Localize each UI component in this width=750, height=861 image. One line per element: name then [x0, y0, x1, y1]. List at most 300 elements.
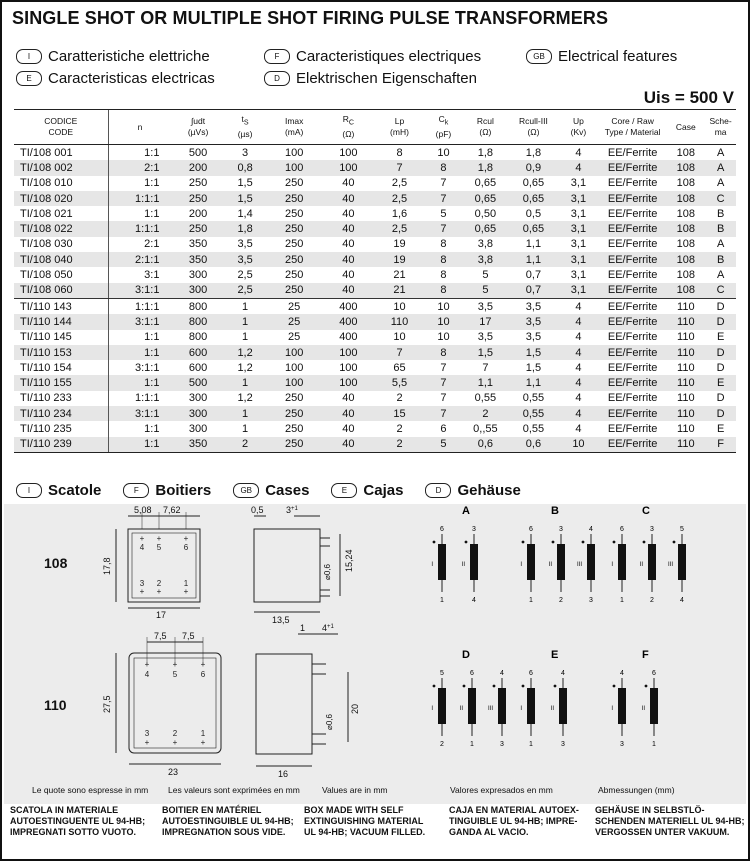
table-row [14, 267, 736, 282]
table-cell: 250 [266, 406, 323, 421]
table-cell: C [705, 283, 736, 299]
table-cell: TI/110 153 [14, 345, 108, 360]
table-cell: 4 [575, 361, 582, 374]
cases-de [425, 482, 520, 499]
winding-roman: II [641, 706, 645, 712]
lang-de-electrical [264, 70, 477, 87]
table-cell: 1 [242, 331, 249, 344]
table-row [14, 237, 736, 252]
table-cell: 350 [171, 252, 224, 267]
table-cell: 250 [285, 269, 304, 282]
pin-label: 1 [200, 729, 206, 738]
table-cell: EE/Ferrite [599, 191, 666, 206]
table-cell: 1:1 [108, 176, 171, 191]
table-cell: 350 [188, 238, 208, 251]
table-cell: EE/Ferrite [599, 221, 666, 236]
table-row [14, 360, 736, 375]
dim-label: 1 [300, 623, 306, 633]
dim-label: $3^{+1}$ [286, 505, 298, 515]
pin-mark: + [139, 534, 145, 543]
table-cell: B [716, 207, 725, 220]
header-case: Case [666, 110, 705, 145]
table-cell: 1,8 [477, 146, 494, 159]
table-cell: 0,6 [509, 437, 558, 453]
table-cell: 110 [666, 406, 705, 421]
table-cell: 1:1:1 [108, 221, 171, 236]
dim-label: 7,62 [163, 505, 181, 515]
table-cell: TI/108 050 [20, 269, 73, 282]
table-cell: 250 [266, 283, 323, 299]
winding-roman: I [520, 706, 522, 712]
table-cell: EE/Ferrite [607, 269, 658, 282]
pin-label: 3 [139, 579, 145, 588]
table-cell: 2 [225, 437, 266, 453]
header-ck: $C_k$ (pF) [425, 110, 462, 145]
table-cell: 3,1 [558, 221, 599, 236]
table-cell: 1,1 [525, 238, 542, 251]
table-cell: TI/108 040 [14, 252, 108, 267]
winding-roman: III [487, 706, 493, 712]
header-up: Up (Kv) [558, 110, 599, 145]
table-cell: EE/Ferrite [607, 331, 658, 344]
table-cell: TI/108 022 [14, 221, 108, 236]
cases-gb [233, 482, 309, 499]
table-cell: 6 [440, 422, 447, 435]
table-cell: 0,65 [509, 191, 558, 206]
scheme-letter: A [462, 505, 470, 517]
table-cell: 40 [323, 283, 374, 299]
dim-label: 5,08 [134, 505, 152, 515]
table-cell: 7 [425, 375, 462, 390]
table-cell: 7 [440, 392, 447, 405]
table-cell: 3,5 [477, 331, 494, 344]
lang-label: Cases [265, 482, 310, 499]
dim-label: $4^{+1}$ [322, 623, 334, 633]
winding-top-pin: 3 [472, 526, 476, 533]
table-cell: 110 [677, 331, 695, 344]
dim-label: 17,8 [102, 557, 112, 575]
table-cell: 100 [339, 146, 358, 159]
table-cell: 1,5 [509, 345, 558, 360]
table-cell: 0,65 [522, 177, 545, 190]
table-cell: 21 [374, 283, 425, 299]
table-cell: D [716, 300, 725, 313]
lang-badge: E [331, 483, 357, 498]
pin-mark: + [139, 587, 145, 596]
dim-label: 7,5 [154, 631, 167, 641]
table-cell: 1:1 [108, 206, 171, 221]
table-cell: 300 [171, 406, 224, 421]
lang-label: Elektrischen Eigenschaften [296, 70, 477, 87]
table-cell: 250 [285, 238, 304, 251]
table-cell: 40 [323, 406, 374, 421]
winding-roman: II [459, 706, 463, 712]
table-cell: D [705, 314, 736, 329]
table-cell: 1,8 [225, 221, 266, 236]
table-cell: 0,6 [462, 437, 509, 453]
table-cell: 4 [575, 300, 582, 313]
lang-badge: D [425, 483, 451, 498]
table-cell: 108 [676, 177, 695, 190]
winding-roman: I [611, 562, 613, 568]
table-cell: 3,5 [477, 300, 494, 313]
polarity-dot [613, 685, 616, 688]
cases-it [16, 482, 101, 499]
table-cell: TI/110 233 [20, 392, 72, 405]
table-cell: D [716, 392, 725, 405]
polarity-dot [433, 685, 436, 688]
table-cell: 110 [677, 422, 695, 435]
table-cell: 3 [242, 146, 249, 159]
pin-mark: + [200, 660, 206, 669]
pin-mark: + [172, 738, 178, 747]
header-rcul2: Rcull-III (Ω) [509, 110, 558, 145]
winding-bottom-pin: 3 [561, 741, 565, 748]
table-cell: 2:1 [108, 160, 171, 175]
polarity-dot [493, 685, 496, 688]
dim-label: 15,24 [344, 549, 354, 572]
polarity-dot [463, 685, 466, 688]
table-cell: 7 [440, 361, 447, 374]
table-cell: 250 [171, 191, 224, 206]
table-cell: 110 [677, 361, 695, 374]
table-cell: 7 [374, 345, 425, 360]
table-cell: 2,5 [374, 221, 425, 236]
table-cell: 0,9 [509, 160, 558, 175]
pin-mark: + [200, 738, 206, 747]
winding-top-pin: 3 [650, 526, 654, 533]
table-cell: 1 [225, 375, 266, 390]
table-cell: 1:1 [108, 145, 171, 161]
table-cell: 800 [171, 314, 224, 329]
table-cell: 250 [285, 177, 304, 190]
table-cell: 2,5 [225, 283, 266, 299]
table-cell: D [716, 361, 725, 374]
winding-top-pin: 4 [589, 526, 593, 533]
table-cell: 25 [288, 300, 301, 313]
drawings-area [4, 504, 746, 804]
table-row [14, 421, 736, 436]
table-cell: 108 [666, 221, 705, 236]
table-cell: E [716, 422, 725, 435]
table-cell: A [705, 160, 736, 175]
table-cell: 3,8 [462, 252, 509, 267]
table-cell: 3,5 [525, 331, 542, 344]
table-row [14, 375, 736, 390]
lang-label: Caracteristiques electriques [296, 48, 482, 65]
pin-label: 4 [144, 670, 150, 679]
table-cell: 0,7 [509, 283, 558, 299]
pin-label: 2 [156, 579, 162, 588]
table-cell: 400 [339, 300, 358, 313]
table-cell: 350 [171, 437, 224, 453]
table-cell: 3,8 [477, 238, 494, 251]
table-row [14, 437, 736, 453]
table-cell: TI/110 239 [14, 437, 108, 453]
table-cell: 600 [171, 345, 224, 360]
lang-badge: F [123, 483, 149, 498]
table-cell: 4 [575, 331, 582, 344]
polarity-dot [673, 541, 676, 544]
scheme-letter: C [642, 505, 650, 517]
lang-label: Cajas [363, 482, 404, 499]
table-cell: TI/108 010 [20, 177, 73, 190]
table-cell: 8 [396, 146, 403, 159]
case108-label: 108 [44, 555, 68, 571]
table-cell: 10 [393, 331, 406, 344]
table-cell: 1,2 [237, 361, 253, 374]
table-cell: 100 [266, 375, 323, 390]
table-cell: 110 [677, 300, 695, 313]
table-cell: 4 [575, 392, 582, 405]
pin-label: 5 [172, 670, 178, 679]
table-cell: 5,5 [374, 375, 425, 390]
table-cell: 108 [676, 269, 695, 282]
units-note-es: Valores expresados en mm [450, 785, 553, 795]
table-cell: 300 [188, 269, 208, 282]
table-cell: A [716, 177, 725, 190]
lang-label: Gehäuse [457, 482, 521, 499]
table-cell: 10 [425, 314, 462, 329]
winding-coil [559, 688, 567, 724]
table-cell: 2 [374, 437, 425, 453]
table-cell: TI/110 154 [20, 361, 72, 374]
header-schema: Sche- ma [705, 110, 736, 145]
table-cell: 4 [558, 375, 599, 390]
table-cell: TI/108 021 [20, 207, 73, 220]
table-cell: 800 [188, 300, 208, 313]
table-cell: 200 [171, 160, 224, 175]
table-cell: 4 [575, 422, 582, 435]
table-cell: 1,5 [525, 361, 542, 374]
table-cell: 1:1:1 [108, 191, 171, 206]
table-cell: 0,55 [522, 392, 545, 405]
table-cell: 1,1 [462, 375, 509, 390]
table-cell: 40 [323, 221, 374, 236]
table-cell: 1:1:1 [108, 298, 171, 314]
winding-roman: I [520, 562, 522, 568]
winding-coil [438, 544, 446, 580]
winding-coil [650, 688, 658, 724]
winding-coil [648, 544, 656, 580]
table-cell: 3,5 [525, 300, 542, 313]
table-cell: 10 [437, 146, 450, 159]
table-cell: 250 [266, 437, 323, 453]
table-cell: 3,5 [237, 238, 253, 251]
table-cell: 0,55 [509, 406, 558, 421]
table-cell: B [705, 221, 736, 236]
header-n: n [108, 110, 171, 145]
table-cell: EE/Ferrite [599, 345, 666, 360]
winding-top-pin: 6 [620, 526, 624, 533]
table-row [14, 221, 736, 236]
table-cell: EE/Ferrite [599, 160, 666, 175]
pin-label: 1 [183, 579, 189, 588]
spec-table-body [14, 145, 736, 453]
table-cell: 5 [425, 437, 462, 453]
table-cell: 8 [425, 283, 462, 299]
lang-it-electrical [16, 48, 210, 65]
winding-coil [678, 544, 686, 580]
table-cell: 10 [437, 331, 450, 344]
table-cell: 2,5 [237, 269, 253, 282]
winding-roman: I [611, 706, 613, 712]
table-cell: 7 [482, 361, 489, 374]
table-cell: 3:1:1 [108, 283, 171, 299]
table-cell: 400 [339, 331, 358, 344]
table-cell: 0,65 [509, 221, 558, 236]
polarity-dot [643, 541, 646, 544]
winding-top-pin: 5 [680, 526, 684, 533]
table-cell: 100 [339, 361, 358, 374]
table-cell: 8 [425, 345, 462, 360]
table-cell: TI/110 145 [20, 331, 72, 344]
table-cell: EE/Ferrite [607, 422, 658, 435]
table-row [14, 160, 736, 175]
lang-fr-electrical [264, 48, 481, 65]
case110-side [256, 654, 312, 754]
polarity-dot [433, 541, 436, 544]
table-cell: E [705, 375, 736, 390]
table-cell: D [705, 406, 736, 421]
table-cell: 3,5 [225, 252, 266, 267]
pin-label: 6 [200, 670, 206, 679]
lang-badge: F [264, 49, 290, 64]
table-cell: 100 [323, 345, 374, 360]
table-cell: A [716, 146, 725, 159]
winding-top-pin: 4 [500, 670, 504, 677]
table-cell: 40 [342, 238, 355, 251]
lang-es-electrical [16, 70, 215, 87]
scheme-letter: F [642, 649, 649, 661]
winding-bottom-pin: 4 [472, 597, 476, 604]
table-cell: 4 [558, 345, 599, 360]
table-cell: 250 [266, 221, 323, 236]
table-row [14, 345, 736, 360]
table-cell: 1,8 [525, 146, 542, 159]
table-cell: 1:1 [108, 330, 171, 345]
table-cell: 110 [666, 345, 705, 360]
cases-es [331, 482, 403, 499]
table-cell: 40 [342, 422, 355, 435]
units-note-it: Le quote sono espresse in mm [32, 785, 149, 795]
table-cell: 2 [396, 392, 403, 405]
table-cell: A [716, 238, 725, 251]
winding-coil [618, 544, 626, 580]
table-cell: 4 [575, 146, 582, 159]
header-fudt: ∫udt (µVs) [171, 110, 224, 145]
table-cell: 1,8 [462, 160, 509, 175]
lang-label: Scatole [48, 482, 102, 499]
pin-mark: + [144, 738, 150, 747]
table-cell: EE/Ferrite [607, 177, 658, 190]
table-cell: 250 [188, 177, 208, 190]
table-cell: 15 [374, 406, 425, 421]
winding-bottom-pin: 4 [680, 597, 684, 604]
table-cell: D [705, 345, 736, 360]
table-cell: 40 [342, 177, 355, 190]
lang-badge: I [16, 49, 42, 64]
table-cell: 3,1 [558, 283, 599, 299]
header-ts: $t_S$ (µs) [225, 110, 266, 145]
winding-bottom-pin: 3 [500, 741, 504, 748]
winding-coil [527, 544, 535, 580]
table-cell: EE/Ferrite [607, 361, 658, 374]
winding-coil [470, 544, 478, 580]
table-cell: 2:1:1 [108, 252, 171, 267]
table-cell: C [705, 191, 736, 206]
table-cell: 3,1 [558, 191, 599, 206]
winding-roman: II [548, 562, 552, 568]
table-cell: 250 [285, 207, 304, 220]
winding-bottom-pin: 1 [529, 597, 533, 604]
table-cell: EE/Ferrite [599, 252, 666, 267]
winding-top-pin: 6 [529, 526, 533, 533]
table-cell: 0,65 [474, 177, 497, 190]
pin-label: 2 [172, 729, 178, 738]
header-lp: Lp (mH) [374, 110, 425, 145]
table-row [14, 252, 736, 267]
table-cell: 200 [188, 207, 208, 220]
winding-top-pin: 4 [561, 670, 565, 677]
header-rc: $R_C$ (Ω) [323, 110, 374, 145]
table-cell: 21 [393, 269, 406, 282]
spec-table [14, 109, 736, 453]
lang-label: Caratteristiche elettriche [48, 48, 210, 65]
winding-coil [587, 544, 595, 580]
winding-coil [498, 688, 506, 724]
footer-note-fr: BOITIER EN MATÉRIEL AUTOESTINGUIBLE UL 94-HB; IMPREGNATION SOUS VIDE. [162, 805, 294, 837]
footer-note-gb: BOX MADE WITH SELF EXTINGUISHING MATERIAL UL 94-HB; VACUUM FILLED. [304, 805, 426, 837]
table-cell: TI/108 020 [14, 191, 108, 206]
table-cell: 4 [558, 406, 599, 421]
table-cell: TI/110 155 [14, 375, 108, 390]
table-cell: 100 [266, 160, 323, 175]
table-cell: 2 [396, 422, 403, 435]
lang-badge: I [16, 483, 42, 498]
table-row [14, 406, 736, 421]
dim-label: 23 [168, 767, 179, 777]
polarity-dot [645, 685, 648, 688]
table-cell: 3,1 [570, 269, 587, 282]
dim-label: 7,5 [182, 631, 195, 641]
winding-top-pin: 6 [529, 670, 533, 677]
table-cell: 100 [266, 345, 323, 360]
winding-coil [438, 688, 446, 724]
lang-badge: E [16, 71, 42, 86]
winding-bottom-pin: 1 [470, 741, 474, 748]
table-cell: 3:1:1 [108, 314, 171, 329]
table-cell: EE/Ferrite [599, 375, 666, 390]
lang-label: Electrical features [558, 48, 678, 65]
table-row [14, 298, 736, 314]
winding-roman: III [667, 562, 673, 568]
table-cell: 1:1 [108, 375, 171, 390]
table-cell: 1:1 [108, 437, 171, 453]
table-cell: 108 [666, 160, 705, 175]
winding-coil [618, 688, 626, 724]
table-cell: 1,2 [225, 345, 266, 360]
lang-gb-electrical [526, 48, 677, 65]
header-core: Core / Raw Type / Material [599, 110, 666, 145]
table-cell: TI/110 143 [20, 300, 72, 313]
case110-label: 110 [44, 697, 67, 713]
footer-note-it: SCATOLA IN MATERIALE AUTOESTINGUENTE UL 94-HB; IMPREGNATI SOTTO VUOTO. [10, 805, 146, 837]
winding-coil [468, 688, 476, 724]
table-cell: 250 [285, 392, 304, 405]
polarity-dot [582, 541, 585, 544]
table-cell: 250 [266, 252, 323, 267]
